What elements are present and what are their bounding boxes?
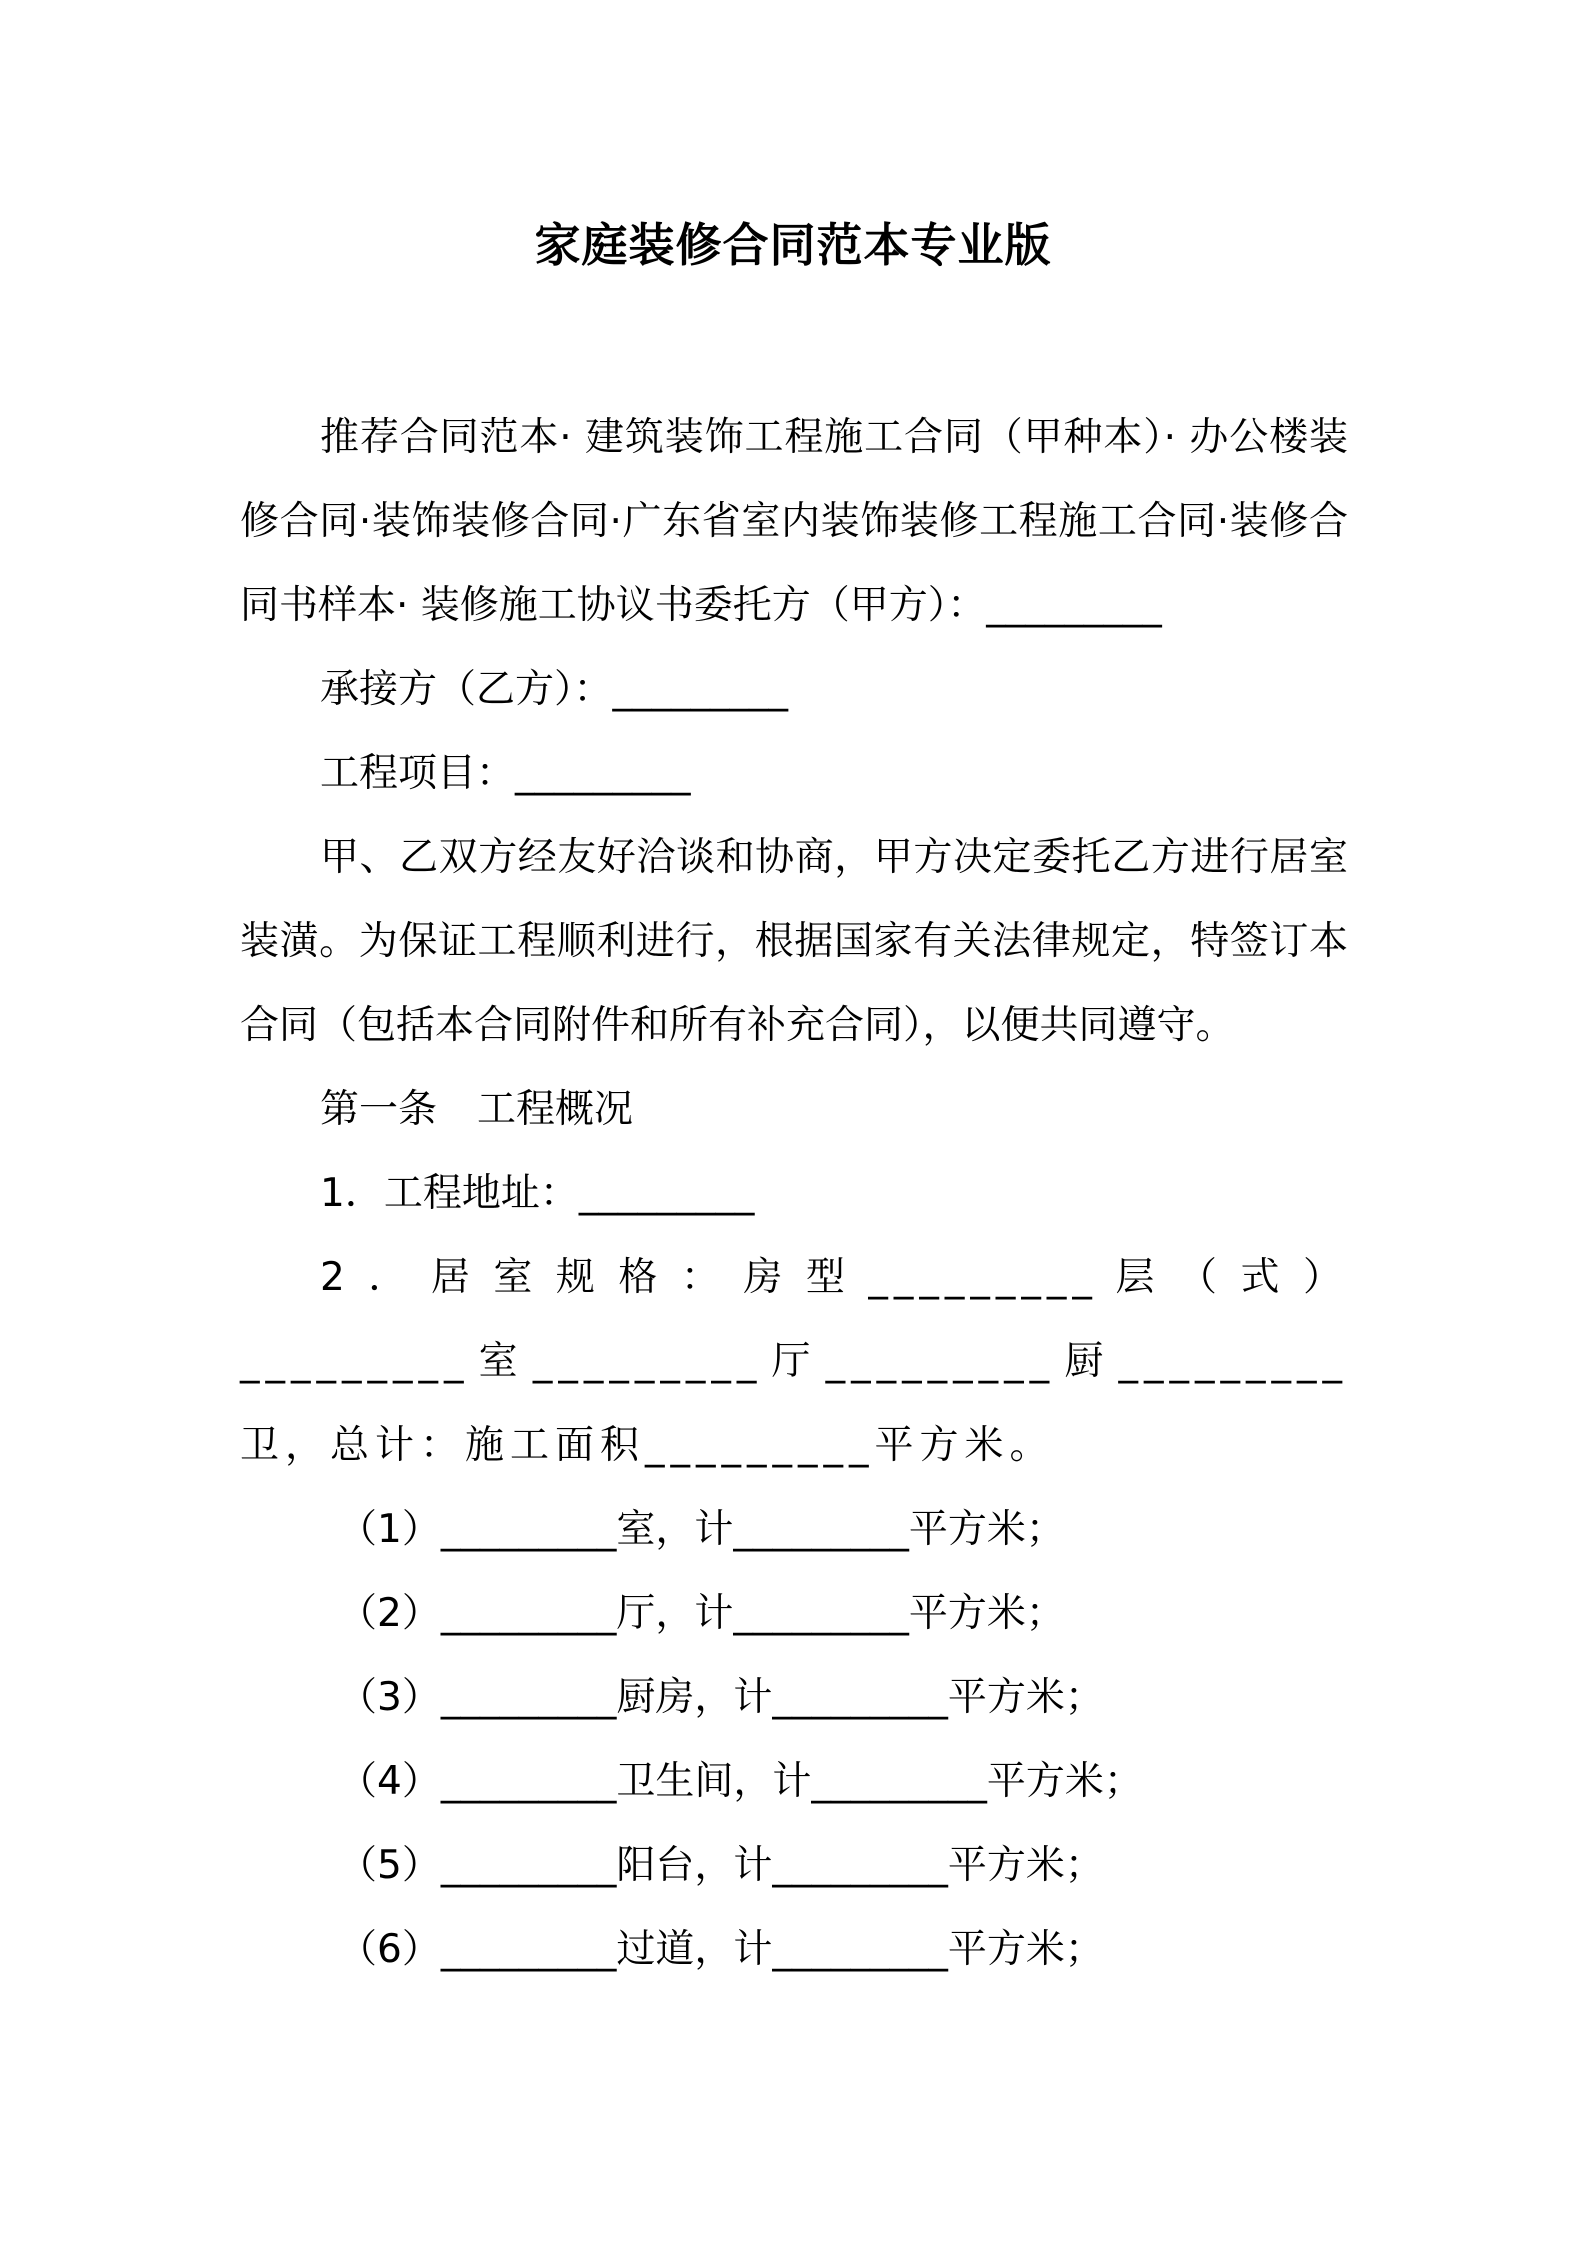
project-line: 工程项目：_________ (320, 751, 691, 796)
room-item: （6）_________过道，计_________平方米； (338, 1927, 1104, 1972)
document-title: 家庭装修合同范本专业版 (534, 218, 1052, 272)
room-item: （2）_________厅，计_________平方米； (338, 1591, 1065, 1636)
preamble-paragraph: 甲、乙双方经友好洽谈和协商，甲方决定委托乙方进行居室装潢。为保证工程顺利进行，根据国家有关法律规定，特签订本合同（包括本合同附件和所有补充合同），以便共同遵守。 (240, 835, 1348, 1048)
article-title: 工程概况 (477, 1087, 634, 1132)
intro-paragraph: 推荐合同范本· 建筑装饰工程施工合同（甲种本）· 办公楼装修合同·装饰装修合同·广东省室内装饰装修工程施工合同·装修合同书样本· 装修施工协议书委托方（甲方）：_________ (240, 415, 1348, 628)
party-b-line: 承接方（乙方）：_________ (320, 667, 789, 712)
room-item: （4）_________卫生间，计_________平方米； (338, 1759, 1143, 1804)
article-1-heading (240, 1068, 1348, 1152)
room-spec-paragraph: 2．居室规格：房型_________层（式）_________室_________厅_________厨_________卫，总计：施工面积_________平方米。 (240, 1255, 1348, 1468)
document-body (240, 396, 1348, 1992)
article-number: 第一条 (320, 1087, 438, 1132)
room-item: （3）_________厨房，计_________平方米； (338, 1675, 1104, 1720)
room-item: （1）_________室，计_________平方米； (338, 1507, 1065, 1552)
address-line: 1．工程地址：_________ (320, 1171, 755, 1216)
room-item: （5）_________阳台，计_________平方米； (338, 1843, 1104, 1888)
